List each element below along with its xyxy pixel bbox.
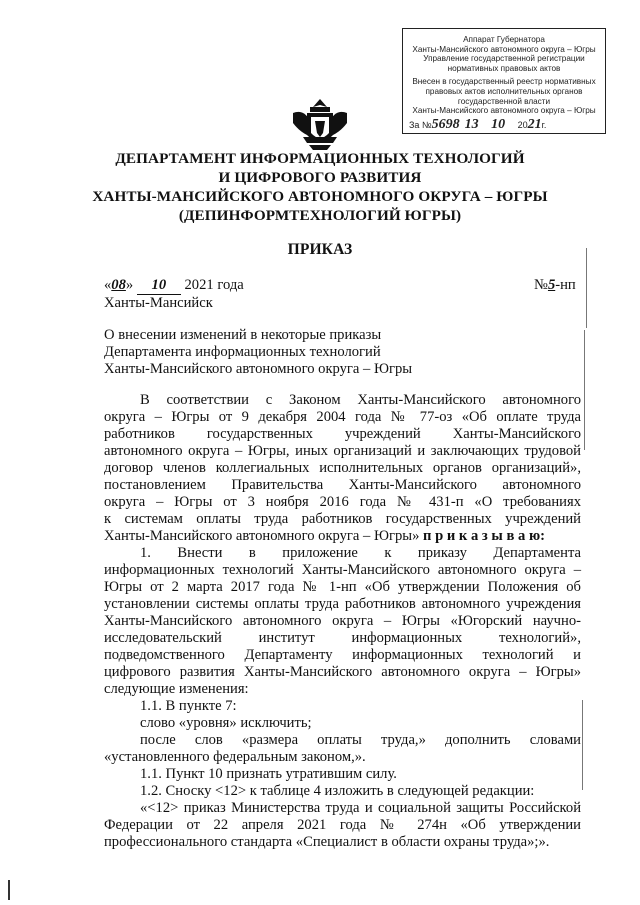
body-line: 1.2. Сноску <12> к таблице 4 изложить в следующей редакции: <box>140 783 535 799</box>
body-line: 1. Внести в приложение к приказу Департамента <box>140 545 581 561</box>
department-name-line: ДЕПАРТАМЕНТ ИНФОРМАЦИОННЫХ ТЕХНОЛОГИЙ <box>115 150 525 167</box>
body-line: 1.1. В пункте 7: <box>140 698 237 714</box>
body-line: информационных технологий Ханты-Мансийского автономного округа – <box>104 562 581 578</box>
body-line: округа – Югры от 3 ноября 2016 года № 431-п «О требованиях <box>104 494 581 510</box>
stamp-line: Внесен в государственный реестр нормативных <box>412 77 596 87</box>
body-line: после слов «размера оплаты труда,» дополнить словами <box>140 732 581 748</box>
department-name-line: И ЦИФРОВОГО РАЗВИТИЯ <box>218 169 422 186</box>
stamp-registration-number: За №5698 13 10 2021г. <box>409 116 547 132</box>
body-line: В соответствии с Законом Ханты-Мансийского автономного <box>140 392 581 408</box>
stamp-line: Управление государственной регистрации <box>423 54 585 64</box>
scan-artifact-line <box>8 880 10 900</box>
stamp-line: государственной власти <box>457 96 551 106</box>
stamp-line: нормативных правовых актов <box>447 63 561 73</box>
scan-artifact-line <box>584 330 585 450</box>
body-line: «<12> приказ Министерства труда и социальной защиты Российской <box>140 800 581 816</box>
order-date: «08» 10 2021 года <box>104 277 244 293</box>
body-line: 1.1. Пункт 10 признать утратившим силу. <box>140 766 397 782</box>
body-line: договор членов коллегиальных исполнительных органов организаций», <box>104 460 581 476</box>
body-line: следующие изменения: <box>104 681 249 697</box>
body-line: Ханты-Мансийского автономного округа – Югры» п р и к а з ы в а ю: <box>104 528 545 544</box>
department-name-short: (ДЕПИНФОРМТЕХНОЛОГИЙ ЮГРЫ) <box>178 207 462 224</box>
body-line: слово «уровня» исключить; <box>140 715 312 731</box>
stamp-line: правовых актов исполнительных органов <box>425 86 583 96</box>
department-name-line: ХАНТЫ-МАНСИЙСКОГО АВТОНОМНОГО ОКРУГА – ЮГРЫ <box>92 188 548 205</box>
stamp-line: Аппарат Губернатора <box>463 35 545 44</box>
body-line: «установленного федеральным законом,». <box>104 749 366 765</box>
order-city: Ханты-Мансийск <box>104 295 213 311</box>
subject-line: Ханты-Мансийского автономного округа – Югры <box>104 361 413 377</box>
document-type: ПРИКАЗ <box>287 241 353 258</box>
body-line: Ханты-Мансийского автономного округа – Югры «Югорский научно- <box>104 613 581 629</box>
body-line: исследовательский институт информационных технологий», <box>104 630 581 646</box>
prikazyvayu: п р и к а з ы в а ю: <box>423 528 545 544</box>
body-line: работников государственных учреждений Ханты-Мансийского <box>104 426 581 442</box>
order-number: №5-нп <box>534 277 576 293</box>
body-line: Федерации от 22 апреля 2021 года № 274н «Об утверждении <box>104 817 581 833</box>
body-line: установлении системы оплаты труда работников автономного учреждения <box>104 596 581 612</box>
body-line: профессионального стандарта «Специалист в области охраны труда»;». <box>104 834 550 850</box>
body-line: подведомственного Департаменту информационных технологий и <box>104 647 581 663</box>
body-line: цифрового развития Ханты-Мансийского автономного округа – Югры» <box>104 664 581 680</box>
subject-line: Департамента информационных технологий <box>104 344 381 360</box>
body-line: округа – Югры от 9 декабря 2004 года № 77-оз «Об оплате труда <box>104 409 581 425</box>
body-line: автономного округа – Югры, иных организаций и заключающих трудовой <box>104 443 581 459</box>
stamp-line: Ханты-Мансийского автономного округа – Югры <box>412 44 596 54</box>
scan-artifact-line <box>582 700 583 790</box>
body-line: Югры от 2 марта 2017 года № 1-нп «Об утверждении Положения об <box>104 579 581 595</box>
subject-line: О внесении изменений в некоторые приказы <box>104 327 382 343</box>
body-line: к системам оплаты труда работников государственных учреждений <box>104 511 581 527</box>
registration-stamp <box>402 28 606 134</box>
body-line: постановлением Правительства Ханты-Мансийского автономного <box>104 477 581 493</box>
scan-artifact-line <box>586 248 587 328</box>
coat-of-arms-icon <box>289 95 351 153</box>
stamp-line: Ханты-Мансийского автономного округа – Югры <box>412 106 596 116</box>
